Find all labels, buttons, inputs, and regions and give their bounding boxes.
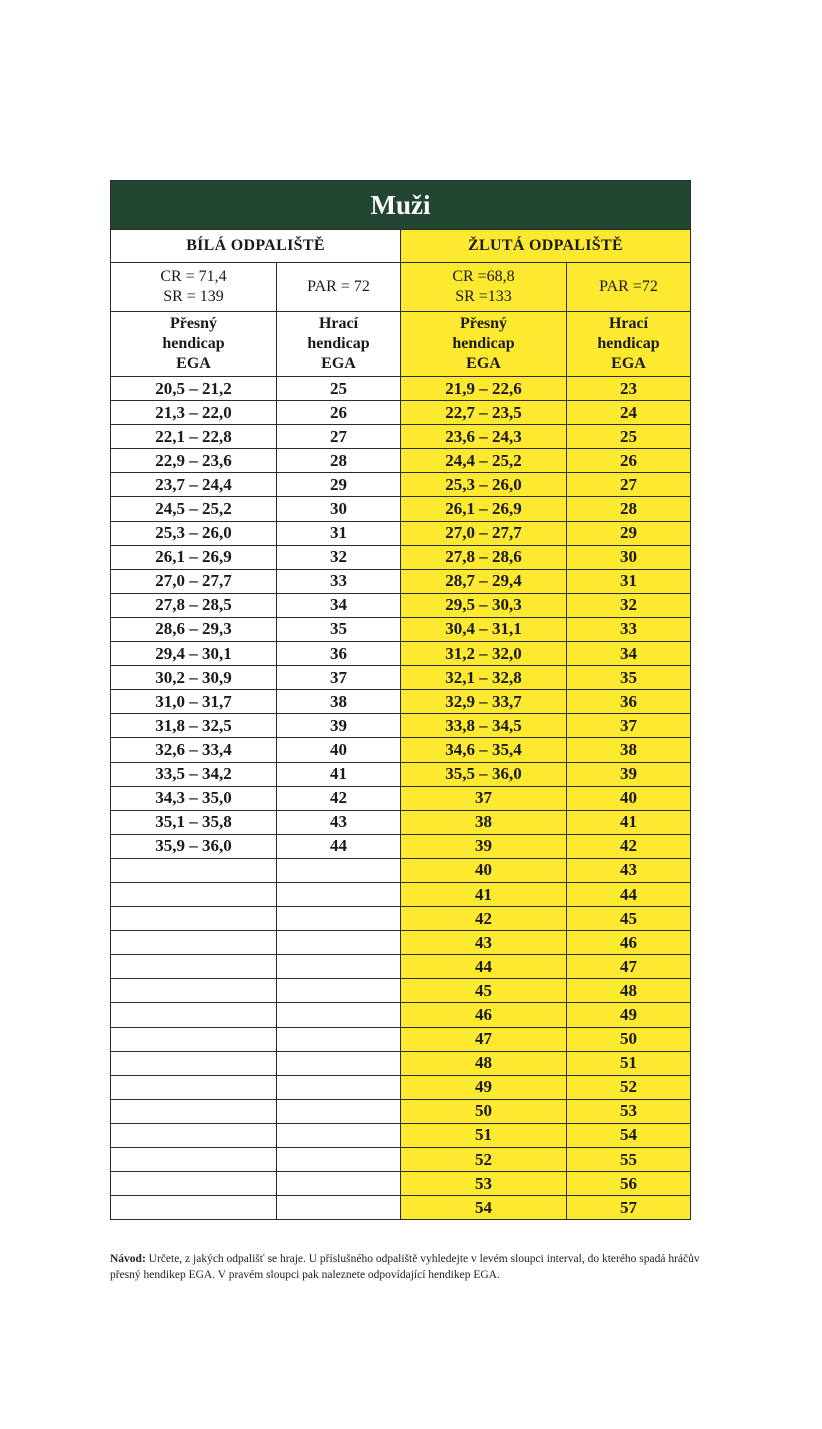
- white-playing-cell: 39: [277, 714, 401, 738]
- white-exact-cell: 31,8 – 32,5: [111, 714, 277, 738]
- white-exact-cell: 34,3 – 35,0: [111, 786, 277, 810]
- yellow-playing-cell: 35: [567, 666, 691, 690]
- handicap-table: [110, 180, 691, 1220]
- header-line: EGA: [466, 355, 501, 372]
- yellow-playing-cell: 26: [567, 449, 691, 473]
- table-row: [111, 642, 691, 666]
- yellow-exact-cell: 39: [401, 834, 567, 858]
- white-playing-cell: [277, 907, 401, 931]
- white-exact-cell: 20,5 – 21,2: [111, 377, 277, 401]
- table-row: [111, 617, 691, 641]
- header-line: Hrací: [318, 315, 359, 332]
- white-exact-cell: [111, 858, 277, 882]
- white-playing-cell: 41: [277, 762, 401, 786]
- table-row: [111, 762, 691, 786]
- white-exact-cell: [111, 955, 277, 979]
- table-row: [111, 1148, 691, 1172]
- yellow-exact-cell: 21,9 – 22,6: [401, 377, 567, 401]
- yellow-playing-cell: 25: [567, 425, 691, 449]
- white-exact-cell: 28,6 – 29,3: [111, 617, 277, 641]
- yellow-exact-cell: 51: [401, 1123, 567, 1147]
- white-exact-cell: 26,1 – 26,9: [111, 545, 277, 569]
- header-line: Hrací: [608, 315, 649, 332]
- table-row: [111, 473, 691, 497]
- white-playing-cell: 36: [277, 642, 401, 666]
- yellow-playing-cell: 33: [567, 617, 691, 641]
- yellow-exact-cell: 33,8 – 34,5: [401, 714, 567, 738]
- table-row: [111, 1172, 691, 1196]
- white-exact-cell: 31,0 – 31,7: [111, 690, 277, 714]
- white-playing-cell: [277, 931, 401, 955]
- white-exact-cell: 29,4 – 30,1: [111, 642, 277, 666]
- white-exact-cell: [111, 1172, 277, 1196]
- white-playing-cell: [277, 882, 401, 906]
- yellow-playing-cell: 24: [567, 401, 691, 425]
- table-row: [111, 858, 691, 882]
- white-playing-cell: 27: [277, 425, 401, 449]
- white-playing-cell: [277, 955, 401, 979]
- white-exact-cell: 32,6 – 33,4: [111, 738, 277, 762]
- yellow-exact-cell: 46: [401, 1003, 567, 1027]
- yellow-exact-cell: 52: [401, 1148, 567, 1172]
- yellow-exact-cell: 27,8 – 28,6: [401, 545, 567, 569]
- yellow-exact-cell: 25,3 – 26,0: [401, 473, 567, 497]
- white-playing-cell: 30: [277, 497, 401, 521]
- white-playing-cell: 42: [277, 786, 401, 810]
- yellow-playing-cell: 39: [567, 762, 691, 786]
- white-par: PAR = 72: [277, 263, 401, 312]
- table-row: [111, 1003, 691, 1027]
- yellow-playing-cell: 30: [567, 545, 691, 569]
- yellow-playing-cell: 46: [567, 931, 691, 955]
- table-row: [111, 955, 691, 979]
- table-row: [111, 979, 691, 1003]
- table-row: [111, 690, 691, 714]
- table-row: [111, 1099, 691, 1123]
- white-exact-cell: 33,5 – 34,2: [111, 762, 277, 786]
- yellow-playing-cell: 55: [567, 1148, 691, 1172]
- yellow-playing-cell: 37: [567, 714, 691, 738]
- white-playing-cell: 31: [277, 521, 401, 545]
- yellow-exact-cell: 31,2 – 32,0: [401, 642, 567, 666]
- white-playing-cell: 37: [277, 666, 401, 690]
- yellow-exact-header: [401, 312, 567, 377]
- yellow-exact-cell: 32,1 – 32,8: [401, 666, 567, 690]
- white-playing-cell: 26: [277, 401, 401, 425]
- white-exact-cell: [111, 931, 277, 955]
- white-playing-cell: [277, 1099, 401, 1123]
- header-line: EGA: [176, 355, 211, 372]
- white-exact-cell: 27,0 – 27,7: [111, 569, 277, 593]
- white-playing-cell: [277, 1123, 401, 1147]
- yellow-exact-cell: 32,9 – 33,7: [401, 690, 567, 714]
- white-playing-cell: [277, 1003, 401, 1027]
- white-exact-cell: [111, 1027, 277, 1051]
- yellow-exact-cell: 23,6 – 24,3: [401, 425, 567, 449]
- instructions-note: [110, 1251, 700, 1283]
- yellow-exact-cell: 35,5 – 36,0: [401, 762, 567, 786]
- yellow-tee-ratings: [401, 263, 567, 312]
- yellow-exact-cell: 40: [401, 858, 567, 882]
- white-sr: SR = 139: [163, 288, 224, 305]
- yellow-playing-cell: 54: [567, 1123, 691, 1147]
- white-playing-cell: [277, 1148, 401, 1172]
- yellow-playing-cell: 52: [567, 1075, 691, 1099]
- yellow-exact-cell: 22,7 – 23,5: [401, 401, 567, 425]
- yellow-playing-cell: 23: [567, 377, 691, 401]
- yellow-exact-cell: 50: [401, 1099, 567, 1123]
- table-row: [111, 882, 691, 906]
- yellow-exact-cell: 53: [401, 1172, 567, 1196]
- table-row: [111, 834, 691, 858]
- table-row: [111, 714, 691, 738]
- white-playing-cell: 29: [277, 473, 401, 497]
- white-playing-cell: 25: [277, 377, 401, 401]
- white-playing-cell: 43: [277, 810, 401, 834]
- table-row: [111, 1027, 691, 1051]
- yellow-tee-header: ŽLUTÁ ODPALIŠTĚ: [401, 230, 691, 263]
- header-line: hendicap: [597, 335, 660, 352]
- white-playing-cell: 32: [277, 545, 401, 569]
- white-tee-ratings: [111, 263, 277, 312]
- white-exact-cell: 25,3 – 26,0: [111, 521, 277, 545]
- table-row: [111, 449, 691, 473]
- table-row: [111, 377, 691, 401]
- white-playing-cell: [277, 1027, 401, 1051]
- white-exact-cell: [111, 907, 277, 931]
- yellow-playing-cell: 42: [567, 834, 691, 858]
- note-text: Určete, z jakých odpališť se hraje. U příslušného odpaliště vyhledejte v levém sloupci interval, do kterého spadá hráčův přesný hendikep EGA. V pravém sloupci pak naleznete odpovídající hendikep EGA.: [110, 1253, 700, 1281]
- yellow-playing-cell: 29: [567, 521, 691, 545]
- yellow-exact-cell: 30,4 – 31,1: [401, 617, 567, 641]
- yellow-exact-cell: 43: [401, 931, 567, 955]
- yellow-exact-cell: 38: [401, 810, 567, 834]
- yellow-playing-cell: 43: [567, 858, 691, 882]
- white-exact-cell: [111, 1123, 277, 1147]
- yellow-sr: SR =133: [455, 288, 512, 305]
- table-row: [111, 521, 691, 545]
- yellow-exact-cell: 42: [401, 907, 567, 931]
- yellow-exact-cell: 44: [401, 955, 567, 979]
- yellow-playing-cell: 53: [567, 1099, 691, 1123]
- header-line: EGA: [611, 355, 646, 372]
- white-exact-cell: [111, 882, 277, 906]
- white-exact-cell: [111, 1003, 277, 1027]
- table-row: [111, 401, 691, 425]
- white-exact-cell: 35,9 – 36,0: [111, 834, 277, 858]
- white-playing-cell: 33: [277, 569, 401, 593]
- white-exact-cell: [111, 1075, 277, 1099]
- yellow-playing-cell: 36: [567, 690, 691, 714]
- yellow-playing-cell: 41: [567, 810, 691, 834]
- yellow-playing-cell: 50: [567, 1027, 691, 1051]
- white-exact-cell: [111, 1196, 277, 1220]
- table-row: [111, 931, 691, 955]
- header-line: hendicap: [452, 335, 515, 352]
- yellow-playing-cell: 31: [567, 569, 691, 593]
- yellow-playing-cell: 45: [567, 907, 691, 931]
- yellow-playing-cell: 48: [567, 979, 691, 1003]
- table-row: [111, 786, 691, 810]
- yellow-playing-cell: 44: [567, 882, 691, 906]
- white-playing-cell: 40: [277, 738, 401, 762]
- yellow-playing-cell: 34: [567, 642, 691, 666]
- header-line: Přesný: [459, 315, 508, 332]
- white-playing-cell: 35: [277, 617, 401, 641]
- table-row: [111, 497, 691, 521]
- table-row: [111, 425, 691, 449]
- white-playing-cell: 38: [277, 690, 401, 714]
- white-exact-cell: 35,1 – 35,8: [111, 810, 277, 834]
- yellow-par: PAR =72: [567, 263, 691, 312]
- yellow-exact-cell: 24,4 – 25,2: [401, 449, 567, 473]
- white-playing-cell: [277, 1172, 401, 1196]
- yellow-playing-cell: 47: [567, 955, 691, 979]
- white-playing-cell: 28: [277, 449, 401, 473]
- white-exact-cell: 22,9 – 23,6: [111, 449, 277, 473]
- white-exact-cell: [111, 979, 277, 1003]
- table-row: [111, 1075, 691, 1099]
- header-line: hendicap: [307, 335, 370, 352]
- yellow-cr: CR =68,8: [452, 268, 515, 285]
- yellow-exact-cell: 54: [401, 1196, 567, 1220]
- yellow-exact-cell: 28,7 – 29,4: [401, 569, 567, 593]
- white-playing-cell: [277, 979, 401, 1003]
- white-exact-cell: [111, 1148, 277, 1172]
- yellow-exact-cell: 41: [401, 882, 567, 906]
- yellow-playing-cell: 40: [567, 786, 691, 810]
- yellow-exact-cell: 49: [401, 1075, 567, 1099]
- table-row: [111, 1123, 691, 1147]
- yellow-exact-cell: 26,1 – 26,9: [401, 497, 567, 521]
- yellow-exact-cell: 27,0 – 27,7: [401, 521, 567, 545]
- yellow-playing-cell: 38: [567, 738, 691, 762]
- white-exact-cell: 23,7 – 24,4: [111, 473, 277, 497]
- header-line: hendicap: [162, 335, 225, 352]
- white-exact-cell: 24,5 – 25,2: [111, 497, 277, 521]
- yellow-playing-cell: 28: [567, 497, 691, 521]
- white-playing-cell: [277, 1051, 401, 1075]
- white-playing-cell: [277, 1196, 401, 1220]
- white-cr: CR = 71,4: [160, 268, 227, 285]
- yellow-exact-cell: 37: [401, 786, 567, 810]
- white-exact-header: [111, 312, 277, 377]
- yellow-playing-cell: 51: [567, 1051, 691, 1075]
- white-playing-cell: [277, 1075, 401, 1099]
- note-label: Návod:: [110, 1253, 146, 1265]
- table-row: [111, 810, 691, 834]
- yellow-exact-cell: 47: [401, 1027, 567, 1051]
- white-playing-header: [277, 312, 401, 377]
- table-row: [111, 666, 691, 690]
- table-row: [111, 738, 691, 762]
- white-exact-cell: 21,3 – 22,0: [111, 401, 277, 425]
- white-tee-header: BÍLÁ ODPALIŠTĚ: [111, 230, 401, 263]
- table-row: [111, 1196, 691, 1220]
- table-row: [111, 569, 691, 593]
- yellow-playing-cell: 32: [567, 593, 691, 617]
- yellow-exact-cell: 34,6 – 35,4: [401, 738, 567, 762]
- header-line: EGA: [321, 355, 356, 372]
- yellow-playing-cell: 49: [567, 1003, 691, 1027]
- yellow-playing-cell: 56: [567, 1172, 691, 1196]
- yellow-exact-cell: 45: [401, 979, 567, 1003]
- table-row: [111, 545, 691, 569]
- yellow-playing-cell: 27: [567, 473, 691, 497]
- yellow-exact-cell: 48: [401, 1051, 567, 1075]
- table-title: Muži: [111, 181, 691, 230]
- white-exact-cell: [111, 1051, 277, 1075]
- white-exact-cell: 27,8 – 28,5: [111, 593, 277, 617]
- yellow-exact-cell: 29,5 – 30,3: [401, 593, 567, 617]
- yellow-playing-cell: 57: [567, 1196, 691, 1220]
- white-playing-cell: 34: [277, 593, 401, 617]
- white-exact-cell: 30,2 – 30,9: [111, 666, 277, 690]
- table-row: [111, 593, 691, 617]
- white-exact-cell: 22,1 – 22,8: [111, 425, 277, 449]
- white-exact-cell: [111, 1099, 277, 1123]
- table-row: [111, 1051, 691, 1075]
- table-row: [111, 907, 691, 931]
- header-line: Přesný: [169, 315, 218, 332]
- table-body: [111, 377, 691, 1220]
- white-playing-cell: [277, 858, 401, 882]
- white-playing-cell: 44: [277, 834, 401, 858]
- yellow-playing-header: [567, 312, 691, 377]
